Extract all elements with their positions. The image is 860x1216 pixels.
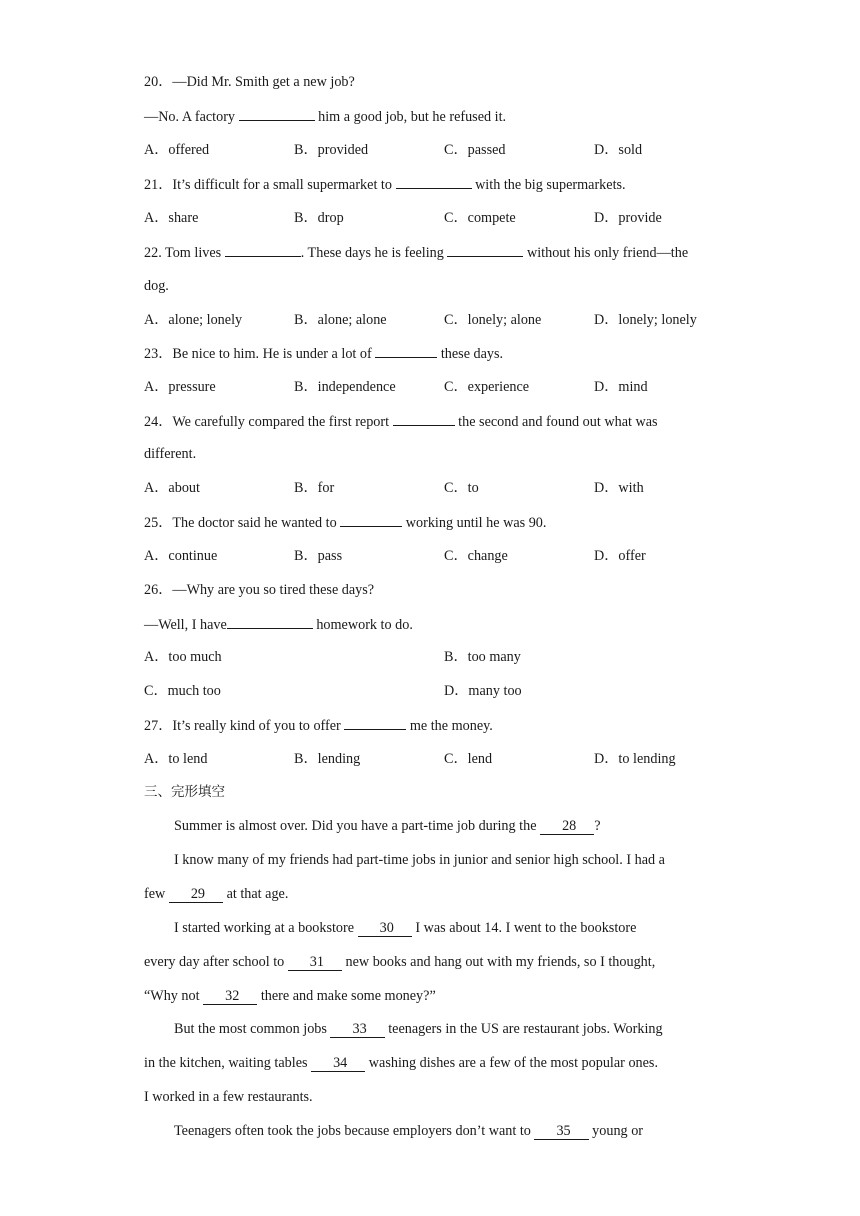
- text-segment: working until he was 90.: [402, 515, 547, 531]
- option-a[interactable]: A．alone; lonely: [144, 312, 243, 328]
- option-c[interactable]: C．lend: [444, 751, 493, 767]
- answer-blank[interactable]: [396, 174, 472, 189]
- passage-line: [174, 918, 636, 938]
- text-segment: there and make some money?”: [257, 988, 436, 1004]
- text-segment: —No. A factory: [144, 109, 239, 125]
- answer-blank[interactable]: [447, 242, 523, 257]
- option-a[interactable]: A．pressure: [144, 379, 216, 395]
- question-22-continuation: dog.: [144, 278, 169, 294]
- text-segment: new books and hang out with my friends, so I thought,: [341, 954, 656, 970]
- text-segment: I started working at a bookstore: [174, 920, 358, 936]
- question-21-stem: [144, 174, 626, 194]
- option-c[interactable]: C．experience: [444, 379, 530, 395]
- text-segment: in the kitchen, waiting tables: [144, 1055, 312, 1071]
- passage-line: [144, 986, 436, 1006]
- blank-32[interactable]: 32: [203, 988, 257, 1005]
- blank-30[interactable]: 30: [358, 920, 412, 937]
- text-segment: every day after school to: [144, 954, 288, 970]
- text-segment: the second and found out what was: [454, 414, 658, 430]
- text-segment: teenagers in the US are restaurant jobs. Working: [384, 1021, 663, 1037]
- answer-blank[interactable]: [344, 715, 406, 730]
- option-a[interactable]: A．too much: [144, 649, 222, 665]
- passage-line: [144, 884, 288, 904]
- text-segment: 22. Tom lives: [144, 245, 225, 261]
- question-23-stem: [144, 343, 503, 363]
- option-c[interactable]: C．much too: [144, 683, 221, 699]
- question-22-stem: [144, 242, 688, 262]
- text-segment: I was about 14. I went to the bookstore: [411, 920, 637, 936]
- text-segment: . These days he is feeling: [300, 245, 448, 261]
- text-segment: 25．The doctor said he wanted to: [144, 515, 341, 531]
- passage-line: [174, 816, 601, 836]
- answer-blank[interactable]: [393, 411, 455, 426]
- passage-line: [174, 1019, 663, 1039]
- passage-line: [174, 1121, 643, 1141]
- option-a[interactable]: A．share: [144, 210, 199, 226]
- text-segment: Summer is almost over. Did you have a part-time job during the: [174, 818, 541, 834]
- option-d[interactable]: D．to lending: [594, 751, 676, 767]
- blank-28[interactable]: 28: [540, 818, 594, 835]
- option-c[interactable]: C．compete: [444, 210, 516, 226]
- option-a[interactable]: A．continue: [144, 548, 218, 564]
- text-segment: without his only friend—the: [523, 245, 689, 261]
- question-24-stem: [144, 411, 658, 431]
- answer-blank[interactable]: [227, 614, 313, 629]
- option-d[interactable]: D．provide: [594, 210, 662, 226]
- option-d[interactable]: D．lonely; lonely: [594, 312, 697, 328]
- question-26-stem: 26．—Why are you so tired these days?: [144, 582, 375, 598]
- option-b[interactable]: B．independence: [294, 379, 396, 395]
- text-segment: 27．It’s really kind of you to offer: [144, 718, 345, 734]
- option-b[interactable]: B．lending: [294, 751, 361, 767]
- answer-blank[interactable]: [375, 343, 437, 358]
- text-segment: washing dishes are a few of the most popular ones.: [365, 1055, 658, 1071]
- option-b[interactable]: B．pass: [294, 548, 343, 564]
- blank-35[interactable]: 35: [534, 1123, 588, 1140]
- text-segment: few: [144, 886, 169, 902]
- text-segment: Teenagers often took the jobs because employers don’t want to: [174, 1123, 535, 1139]
- question-25-stem: [144, 512, 546, 532]
- option-d[interactable]: D．offer: [594, 548, 646, 564]
- option-b[interactable]: B．drop: [294, 210, 344, 226]
- text-segment: young or: [588, 1123, 644, 1139]
- text-segment: me the money.: [406, 718, 493, 734]
- text-segment: with the big supermarkets.: [471, 177, 626, 193]
- option-b[interactable]: B．alone; alone: [294, 312, 387, 328]
- option-b[interactable]: B．for: [294, 480, 335, 496]
- question-27-stem: [144, 715, 493, 735]
- text-segment: at that age.: [223, 886, 289, 902]
- option-a[interactable]: A．about: [144, 480, 200, 496]
- blank-34[interactable]: 34: [311, 1055, 365, 1072]
- text-segment: But the most common jobs: [174, 1021, 331, 1037]
- option-c[interactable]: C．lonely; alone: [444, 312, 542, 328]
- text-segment: these days.: [437, 346, 504, 362]
- passage-line: [144, 1053, 658, 1073]
- option-c[interactable]: C．passed: [444, 142, 506, 158]
- option-d[interactable]: D．mind: [594, 379, 648, 395]
- question-26-reply: [144, 614, 413, 634]
- answer-blank[interactable]: [340, 512, 402, 527]
- option-d[interactable]: D．sold: [594, 142, 643, 158]
- passage-line: [144, 952, 655, 972]
- text-segment: homework to do.: [312, 617, 413, 633]
- section-heading: 三、完形填空: [144, 784, 225, 800]
- option-b[interactable]: B．too many: [444, 649, 521, 665]
- question-20-reply: [144, 106, 506, 126]
- option-c[interactable]: C．change: [444, 548, 508, 564]
- option-a[interactable]: A．offered: [144, 142, 210, 158]
- text-segment: “Why not: [144, 988, 204, 1004]
- blank-29[interactable]: 29: [169, 886, 223, 903]
- text-segment: ?: [594, 818, 601, 834]
- answer-blank[interactable]: [225, 242, 301, 257]
- option-c[interactable]: C．to: [444, 480, 479, 496]
- text-segment: 24．We carefully compared the first report: [144, 414, 393, 430]
- blank-33[interactable]: 33: [330, 1021, 384, 1038]
- passage-line: I know many of my friends had part-time jobs in junior and senior high school. I had a: [174, 852, 665, 868]
- passage-line: I worked in a few restaurants.: [144, 1089, 313, 1105]
- question-24-continuation: different.: [144, 446, 197, 462]
- answer-blank[interactable]: [239, 106, 315, 121]
- text-segment: 21．It’s difficult for a small supermarket to: [144, 177, 396, 193]
- blank-31[interactable]: 31: [288, 954, 342, 971]
- option-b[interactable]: B．provided: [294, 142, 369, 158]
- option-a[interactable]: A．to lend: [144, 751, 208, 767]
- option-d[interactable]: D．many too: [444, 683, 522, 699]
- question-20-stem: 20．—Did Mr. Smith get a new job?: [144, 74, 355, 90]
- text-segment: 23．Be nice to him. He is under a lot of: [144, 346, 376, 362]
- text-segment: —Well, I have: [144, 617, 227, 633]
- text-segment: him a good job, but he refused it.: [314, 109, 507, 125]
- option-d[interactable]: D．with: [594, 480, 644, 496]
